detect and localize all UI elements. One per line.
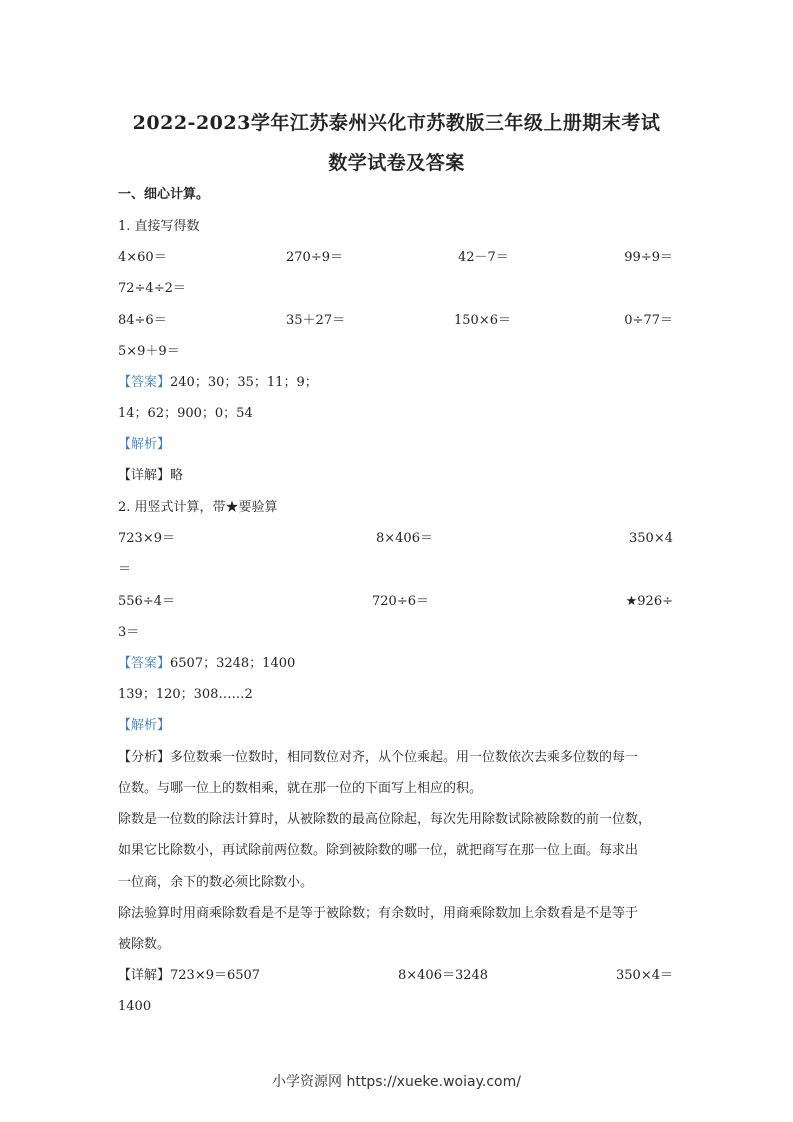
analysis-paragraph: 除数是一位数的除法计算时，从被除数的最高位除起，每次先用除数试除被除数的前一位数， [118,812,652,827]
document-title-line1: 2022-2023学年江苏泰州兴化市苏教版三年级上册期末考试 [132,112,661,134]
analysis-paragraph: 除法验算时用商乘除数看是不是等于被除数；有余数时，用商乘除数加上余数看是不是等于 [118,906,639,921]
answer-text: 6507；3248；1400 [170,656,296,671]
analysis-paragraph: 位数。与哪一位上的数相乘，就在那一位的下面写上相应的积。 [118,781,483,796]
q1-problem: 72÷4÷2＝ [118,281,186,296]
q2-answer-cont: 139；120；308……2 [118,687,253,702]
q1-problem: 84÷6＝ [118,313,167,328]
q2-detail: 8×406＝3248 [398,968,489,983]
analysis-paragraph: 一位商，余下的数必须比除数小。 [118,875,314,890]
answer-tag: 【答案】 [118,375,171,390]
answer-tag: 【答案】 [118,656,171,671]
question-1-label: 1. 直接写得数 [118,219,200,234]
q2-answer [118,657,295,670]
q1-problem: 270÷9＝ [286,250,343,265]
q2-problem: 350×4 [629,531,673,546]
q1-problem: 35＋27＝ [286,313,346,328]
q2-detail: 【详解】723×9＝6507 [118,968,261,983]
q1-problem: 0÷77＝ [624,313,673,328]
q2-problem: 556÷4＝ [118,594,175,609]
analysis-paragraph: 如果它比除数小，再试除前两位数。除到被除数的哪一位，就把商写在那一位上面。每求出 [118,843,639,858]
question-2-label: 2. 用竖式计算，带★要验算 [118,500,278,515]
q1-problem: 150×6＝ [454,313,511,328]
q1-problem: 4×60＝ [118,250,167,265]
q1-detail: 【详解】略 [118,468,184,483]
q1-problem: 99÷9＝ [624,250,673,265]
analysis-paragraph: 被除数。 [118,937,171,952]
q1-answer-cont: 14；62；900；0；54 [118,406,253,421]
q2-problem: 3＝ [118,625,140,640]
q2-detail: 350×4＝ [616,968,673,983]
q1-analysis-tag: 【解析】 [118,437,171,452]
q1-answer [118,376,318,389]
q2-analysis-tag: 【解析】 [118,718,171,733]
page-footer: 小学资源网 https://xueke.woiay.com/ [272,1074,521,1090]
analysis-paragraph: 【分析】多位数乘一位数时，相同数位对齐，从个位乘起。用一位数依次去乘多位数的每一 [118,750,639,765]
answer-text: 240；30；35；11；9； [170,375,318,390]
section-heading: 一、细心计算。 [118,187,210,202]
q2-problem: 720÷6＝ [372,594,429,609]
q1-problem: 5×9＋9＝ [118,344,180,359]
q2-problem: ＝ [118,562,132,577]
q2-problem: 8×406＝ [376,531,433,546]
q2-problem: ★926÷ [625,594,673,609]
q2-problem: 723×9＝ [118,531,175,546]
q2-detail-cont: 1400 [118,999,152,1014]
q1-problem: 42－7＝ [458,250,509,265]
document-title-line2: 数学试卷及答案 [328,152,465,174]
